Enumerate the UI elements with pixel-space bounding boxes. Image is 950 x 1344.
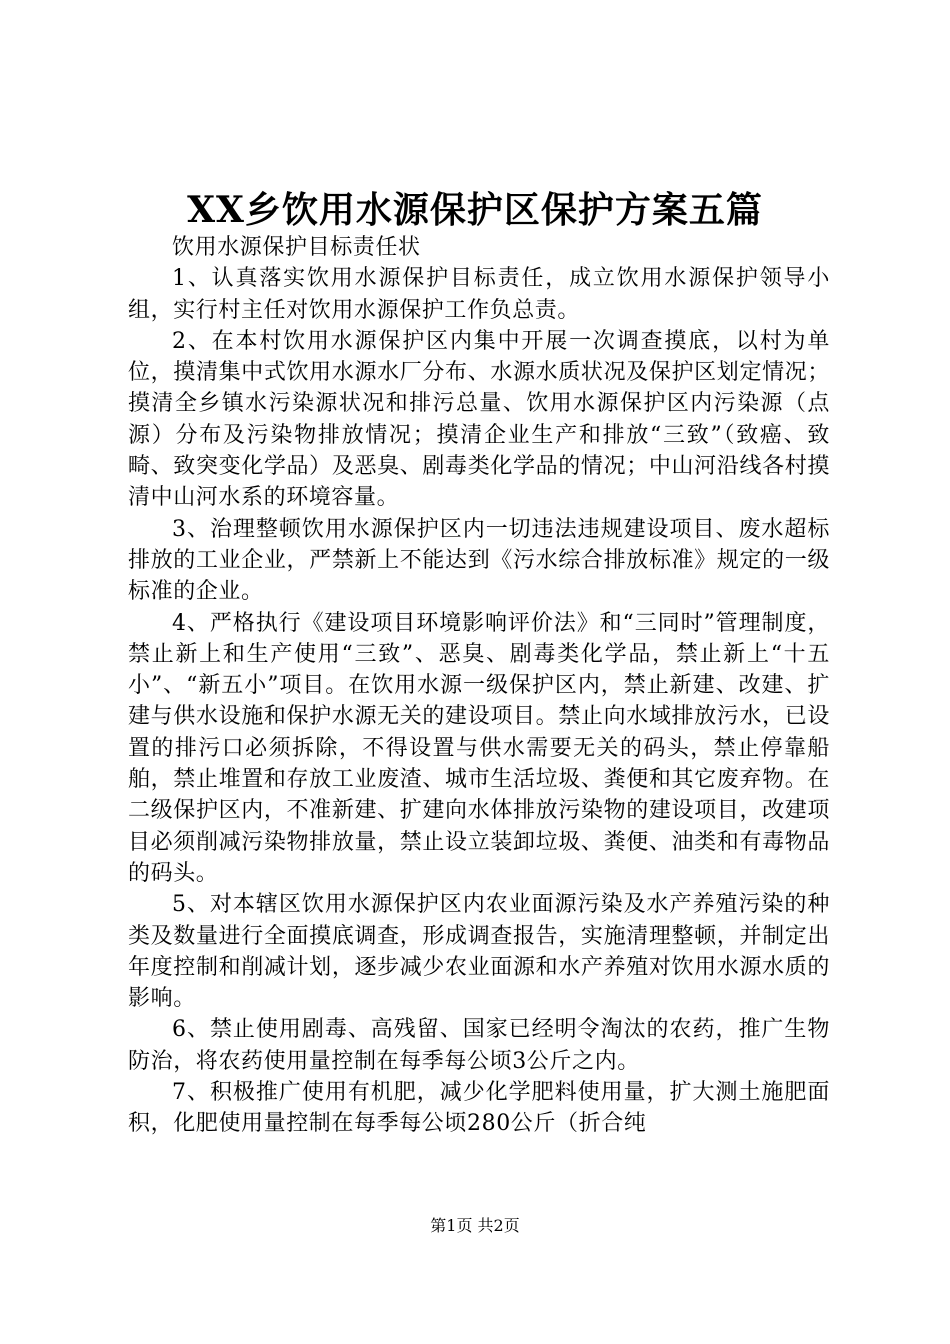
document-title: XX乡饮用水源保护区保护方案五篇 — [187, 189, 763, 231]
body-paragraph: 4、严格执行《建设项目环境影响评价法》和“三同时”管理制度，禁止新上和生产使用“三致”、恶臭、剧毒类化学品，禁止新上“十五小”、“新五小”项目。在饮用水源一级保护区内，禁止新建、改建、扩建与供水设施和保护水源无关的建设项目。禁止向水域排放污水，已设置的排污口必须拆除，不得设置与供水需要无关的码头，禁止停靠船舶，禁止堆置和存放工业废渣、城市生活垃圾、粪便和其它废弃物。在二级保护区内，不准新建、扩建向水体排放污染物的建设项目，改建项目必须削减污染物排放量，禁止设立装卸垃圾、粪便、油类和有毒物品的码头。 — [128, 610, 830, 886]
page-number-footer: 第1页 共2页 — [430, 1216, 520, 1235]
body-paragraph: 5、对本辖区饮用水源保护区内农业面源污染及水产养殖污染的种类及数量进行全面摸底调查，形成调查报告，实施清理整顿，并制定出年度控制和削减计划，逐步减少农业面源和水产养殖对饮用水源水质的影响。 — [128, 892, 830, 1012]
body-paragraph: 3、治理整顿饮用水源保护区内一切违法违规建设项目、废水超标排放的工业企业，严禁新上不能达到《污水综合排放标准》规定的一级标准的企业。 — [128, 516, 830, 605]
body-paragraph: 1、认真落实饮用水源保护目标责任，成立饮用水源保护领导小组，实行村主任对饮用水源保护工作负总责。 — [128, 266, 830, 323]
document-body — [128, 232, 830, 1140]
body-paragraph: 2、在本村饮用水源保护区内集中开展一次调查摸底，以村为单位，摸清集中式饮用水源水厂分布、水源水质状况及保护区划定情况；摸清全乡镇水污染源状况和排污总量、饮用水源保护区内污染源（点源）分布及污染物排放情况；摸清企业生产和排放“三致”（致癌、致畸、致突变化学品）及恶臭、剧毒类化学品的情况；中山河沿线各村摸清中山河水系的环境容量。 — [128, 328, 830, 511]
body-paragraph: 饮用水源保护目标责任状 — [172, 235, 421, 260]
body-paragraph: 7、积极推广使用有机肥，减少化学肥料使用量，扩大测土施肥面积，化肥使用量控制在每季每公顷280公斤（折合纯 — [128, 1080, 830, 1137]
body-paragraph: 6、禁止使用剧毒、高残留、国家已经明令淘汰的农药，推广生物防治，将农药使用量控制在每季每公顷3公斤之内。 — [128, 1017, 830, 1074]
